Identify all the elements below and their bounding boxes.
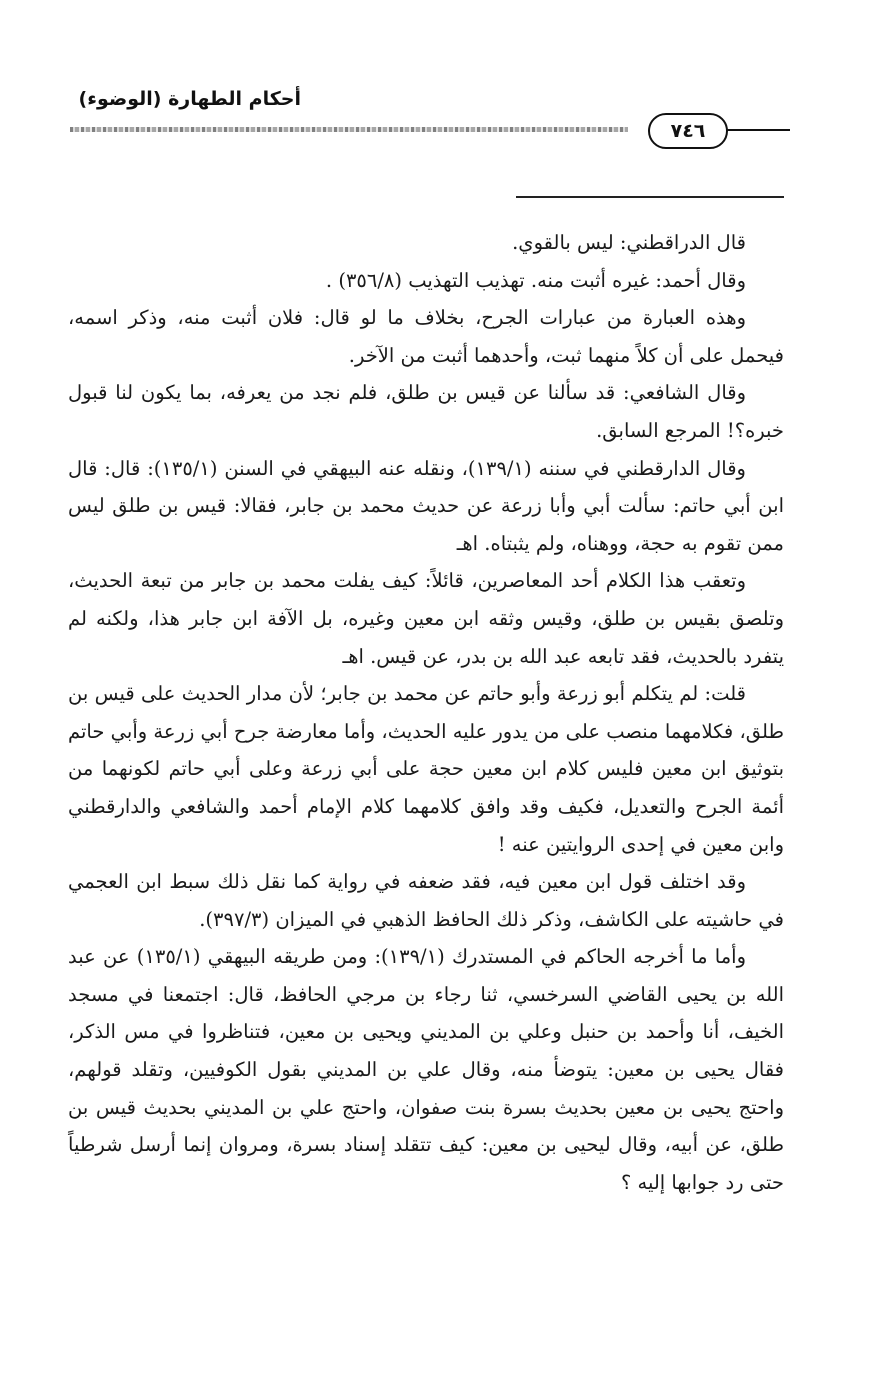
running-header-title: أحكام الطهارة (الوضوء) [78, 88, 301, 110]
paragraph-daraqutni-sunan: وقال الدارقطني في سننه (١٣٩/١)، ونقله عنه البيهقي في السنن (١٣٥/١): قال: قال ابن أبي حاتم: سألت أبي وأبا زرعة عن حديث محمد بن جابر، فقالا: قيس بن طلق ليس ممن تقوم به حجة، ووهناه، ولم يثبتاه. اهـ [68, 456, 784, 555]
paragraph-jarh-expression: وهذه العبارة من عبارات الجرح، بخلاف ما لو قال: فلان أثبت منه، وذكر اسمه، فيحمل على أن كلاً منهما ثبت، وأحدهما أثبت من الآخر. [68, 306, 784, 367]
paragraph-contemporary-critique: وتعقب هذا الكلام أحد المعاصرين، قائلاً: كيف يفلت محمد بن جابر من تبعة الحديث، وتلصق بقيس بن طلق، وقيس وثقه ابن معين وغيره، بل الآفة ابن جابر هذا، ولكنه لم يتفرد بالحديث، فقد تابعه عبد الله بن بدر، عن قيس. اهـ [68, 569, 784, 668]
page-number-badge: ٧٤٦ [648, 113, 728, 149]
paragraph-author-response: قلت: لم يتكلم أبو زرعة وأبو حاتم عن محمد بن جابر؛ لأن مدار الحديث على قيس بن طلق، فكلامهما منصب على من يدور عليه الحديث، وأما معارضة جرح أبي زرعة وأبي حاتم بتوثيق ابن معين فليس كلام ابن معين حجة على أبي زرعة وعلى أبي حاتم لكونهما من أئمة الجرح والتعديل، فكيف وقد وافق كلامهما كلام الإمام أحمد والشافعي والدارقطني وابن معين في إحدى الروايتين عنه ! [68, 682, 784, 856]
footnote-body [68, 224, 784, 1201]
header-solid-rule [720, 129, 790, 131]
header-decorative-rule [70, 127, 628, 132]
paragraph-hakim-mustadrak: وأما ما أخرجه الحاكم في المستدرك (١٣٩/١): ومن طريقه البيهقي (١٣٥/١) عن عبد الله بن يحيى القاضي السرخسي، ثنا رجاء بن مرجي الحافظ، قال: اجتمعنا في مسجد الخيف، أنا وأحمد بن حنبل وعلي بن المديني ويحيى بن معين، فتناظروا في مس الذكر، فقال يحيى بن معين: يتوضأ منه، وقال علي بن المديني بقول الكوفيين، وتقلد قولهم، واحتج يحيى بن معين بحديث بسرة بنت صفوان، واحتج علي بن المديني بحديث قيس بن طلق، عن أبيه، وقال ليحيى بن معين: كيف تتقلد إسناد بسرة، ومروان إنما أرسل شرطياً حتى رد جوابها إليه ؟ [68, 945, 784, 1194]
paragraph-ibn-maeen-variance: وقد اختلف قول ابن معين فيه، فقد ضعفه في رواية كما نقل ذلك سبط ابن العجمي في حاشيته على الكاشف، وذكر ذلك الحافظ الذهبي في الميزان (٣٩٧/٣). [68, 870, 784, 931]
paragraph-ahmad-opinion: وقال أحمد: غيره أثبت منه. تهذيب التهذيب (٣٥٦/٨) . [325, 268, 746, 292]
footnote-separator-rule [516, 196, 784, 198]
paragraph-daraqutni-opinion: قال الدراقطني: ليس بالقوي. [512, 231, 746, 254]
paragraph-shafii-opinion: وقال الشافعي: قد سألنا عن قيس بن طلق، فلم نجد من يعرفه، بما يكون لنا قبول خبره؟! المرجع السابق. [68, 381, 784, 442]
